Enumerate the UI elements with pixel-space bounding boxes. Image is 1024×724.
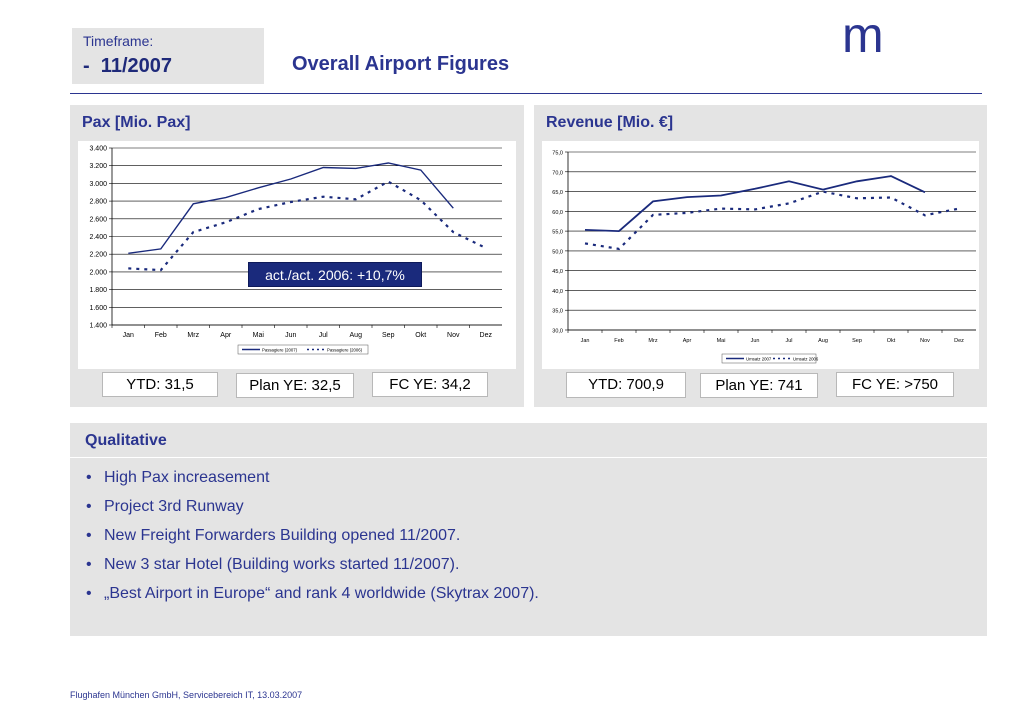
series-line-1 — [585, 176, 925, 231]
qualitative-item — [86, 556, 539, 585]
bullet-icon: • — [86, 469, 92, 486]
y-tick-label: 2.000 — [89, 269, 107, 277]
x-tick-label: Okt — [886, 338, 896, 344]
pax-chart-svg — [78, 141, 516, 369]
x-tick-label: Sep — [852, 338, 862, 344]
x-tick-label: Jan — [122, 332, 134, 339]
company-logo: m — [842, 7, 884, 63]
qualitative-item-text: New 3 star Hotel (Building works started 11/2007). — [104, 556, 460, 573]
y-tick-label: 50,0 — [552, 249, 563, 256]
page-title: Overall Airport Figures — [292, 53, 510, 75]
x-tick-label: Dez — [954, 338, 964, 344]
x-tick-label: Jun — [285, 332, 297, 339]
revenue-ytd-box: YTD: 700,9 — [566, 372, 686, 398]
x-tick-label: Mrz — [187, 332, 200, 339]
y-tick-label: 70,0 — [552, 170, 563, 177]
legend-label: Passagiere (2007) — [262, 347, 298, 353]
x-tick-label: Sep — [382, 332, 395, 339]
series-line-2 — [585, 192, 959, 249]
revenue-plan-box: Plan YE: 741 — [700, 373, 818, 398]
pax-panel — [70, 105, 524, 407]
timeframe-month: 11/2007 — [100, 55, 172, 77]
qualitative-divider — [70, 457, 987, 458]
pax-chart — [78, 141, 516, 369]
pax-fc-box: FC YE: 34,2 — [372, 372, 488, 397]
legend-label: Umsatz 2006 — [793, 356, 819, 362]
pax-plan-box: Plan YE: 32,5 — [236, 373, 354, 398]
bullet-icon: • — [86, 527, 92, 544]
x-tick-label: Dez — [479, 332, 492, 339]
qualitative-item-text: „Best Airport in Europe“ and rank 4 worldwide (Skytrax 2007). — [104, 585, 539, 602]
pax-ytd-box: YTD: 31,5 — [102, 372, 218, 397]
series-line-2 — [128, 182, 486, 271]
bullet-icon: • — [86, 498, 92, 515]
y-tick-label: 2.600 — [89, 216, 107, 224]
timeframe-box — [72, 28, 264, 84]
footer-text: Flughafen München GmbH, Servicebereich IT, 13.03.2007 — [70, 690, 303, 700]
x-tick-label: Okt — [415, 332, 427, 339]
revenue-chart-svg — [542, 141, 979, 369]
y-tick-label: 1.600 — [89, 304, 107, 312]
y-tick-label: 65,0 — [552, 190, 563, 197]
qualitative-list — [86, 469, 539, 614]
timeframe-label: Timeframe: — [83, 33, 154, 49]
legend-label: Passagiere (2006) — [327, 347, 363, 353]
y-tick-label: 2.200 — [89, 251, 107, 259]
header-divider — [70, 93, 982, 94]
y-tick-label: 3.200 — [89, 163, 107, 171]
qualitative-item — [86, 498, 539, 527]
x-tick-label: Jun — [750, 338, 760, 344]
y-tick-label: 2.800 — [89, 198, 107, 206]
qualitative-panel — [70, 423, 987, 636]
x-tick-label: Aug — [818, 338, 828, 344]
x-tick-label: Mai — [716, 338, 726, 344]
y-tick-label: 30,0 — [552, 328, 563, 335]
x-tick-label: Aug — [349, 332, 362, 339]
legend-label: Umsatz 2007 — [746, 356, 772, 362]
timeframe-value — [83, 55, 172, 78]
y-tick-label: 1.800 — [89, 287, 107, 295]
qualitative-title: Qualitative — [85, 432, 167, 449]
x-tick-label: Nov — [920, 338, 930, 344]
y-tick-label: 55,0 — [552, 229, 563, 236]
x-tick-label: Apr — [682, 338, 692, 344]
x-tick-label: Jul — [785, 338, 793, 344]
y-tick-label: 1.400 — [89, 322, 107, 330]
y-tick-label: 75,0 — [552, 150, 563, 157]
chart-legend — [722, 354, 819, 363]
qualitative-item-text: High Pax increasement — [104, 469, 270, 486]
y-tick-label: 35,0 — [552, 308, 563, 315]
revenue-panel-title: Revenue [Mio. €] — [546, 114, 674, 131]
x-tick-label: Feb — [614, 338, 624, 344]
x-tick-label: Apr — [220, 332, 232, 339]
bullet-icon: • — [86, 585, 92, 602]
qualitative-item — [86, 527, 539, 556]
x-tick-label: Feb — [154, 332, 167, 339]
y-tick-label: 3.000 — [89, 180, 107, 188]
y-tick-label: 60,0 — [552, 209, 563, 216]
qualitative-item-text: New Freight Forwarders Building opened 11/2007. — [104, 527, 461, 544]
x-tick-label: Mai — [252, 332, 264, 339]
revenue-chart — [542, 141, 979, 369]
series-line-1 — [128, 163, 453, 253]
x-tick-label: Nov — [447, 332, 460, 339]
pax-panel-title: Pax [Mio. Pax] — [82, 114, 191, 131]
timeframe-dash: - — [83, 55, 90, 77]
x-tick-label: Mrz — [648, 338, 658, 344]
chart-legend — [238, 345, 368, 354]
bullet-icon: • — [86, 556, 92, 573]
x-tick-label: Jan — [580, 338, 590, 344]
qualitative-item — [86, 469, 539, 498]
y-tick-label: 3.400 — [89, 145, 107, 153]
y-tick-label: 40,0 — [552, 288, 563, 295]
y-tick-label: 45,0 — [552, 269, 563, 276]
y-tick-label: 2.400 — [89, 234, 107, 241]
qualitative-item — [86, 585, 539, 614]
revenue-fc-box: FC YE: >750 — [836, 372, 954, 397]
pax-annotation: act./act. 2006: +10,7% — [248, 262, 422, 287]
qualitative-item-text: Project 3rd Runway — [104, 498, 244, 515]
revenue-panel — [534, 105, 987, 407]
x-tick-label: Jul — [318, 332, 328, 339]
